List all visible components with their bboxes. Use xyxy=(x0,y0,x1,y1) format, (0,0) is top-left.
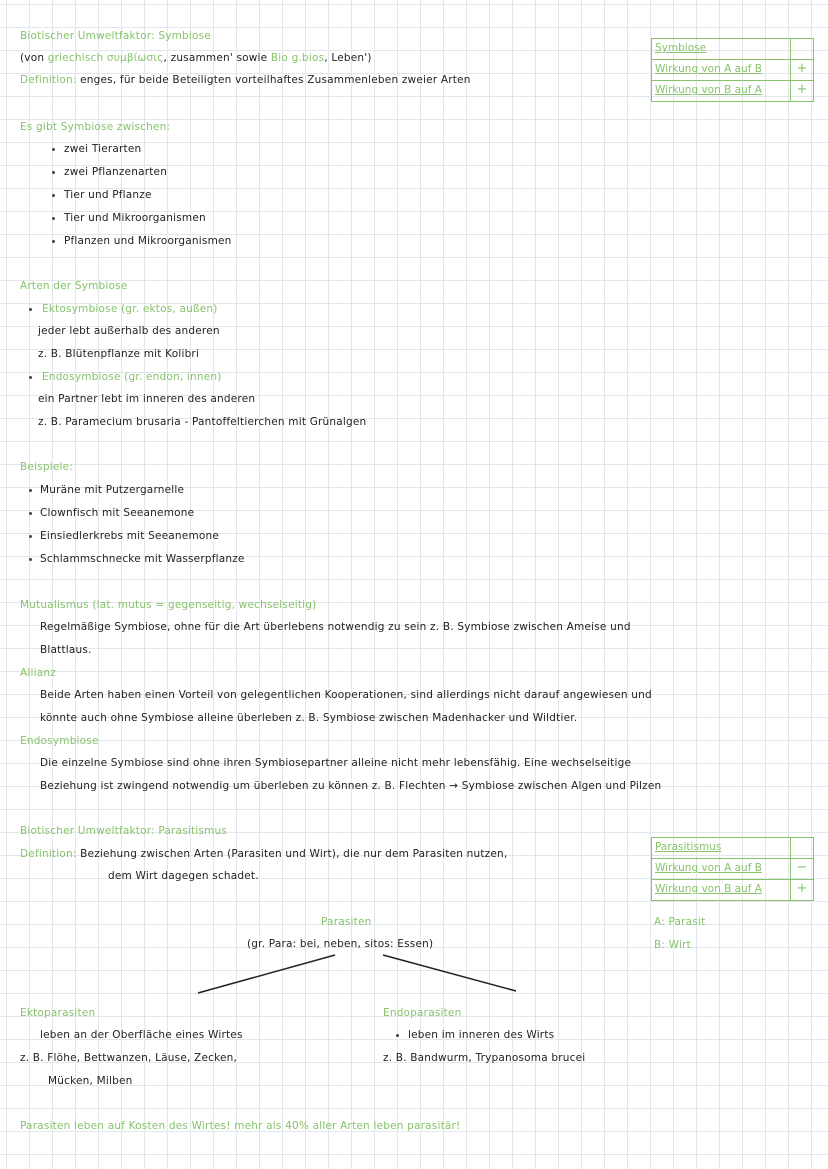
definition-label: Definition: xyxy=(20,74,77,86)
list-item: Clownfisch mit Seeanemone xyxy=(40,507,195,519)
allianz-line2: könnte auch ohne Symbiose alleine überleben z. B. Symbiose zwischen Madenhacker und Wildtier. xyxy=(40,712,578,724)
list-item: Tier und Pflanze xyxy=(64,189,152,201)
allianz-line1: Beide Arten haben einen Vorteil von gelegentlichen Kooperationen, sind allerdings nicht darauf angewiesen und xyxy=(40,689,652,701)
ekto-example: z. B. Blütenpflanze mit Kolibri xyxy=(38,348,200,360)
parasiten-center-sub: (gr. Para: bei, neben, sitos: Essen) xyxy=(247,938,434,950)
table-row-value: + xyxy=(790,880,813,900)
endosymbiose-line2: Beziehung ist zwingend notwendig um überleben zu können z. B. Flechten → Symbiose zwischen Algen und Pilzen xyxy=(40,780,662,792)
definition-label: Definition: xyxy=(20,848,77,860)
examples-heading: Beispiele: xyxy=(20,461,74,473)
parasiten-center-title: Parasiten xyxy=(321,916,372,928)
endosymbiose-line1: Die einzelne Symbiose sind ohne ihren Symbiosepartner alleine nicht mehr lebensfähig. Eine wechselseitige xyxy=(40,757,632,769)
list-item: Schlammschnecke mit Wasserpflanze xyxy=(40,553,245,565)
list-item: Pflanzen und Mikroorganismen xyxy=(64,235,232,247)
list-item: Muräne mit Putzergarnelle xyxy=(40,484,185,496)
endo-title: Endosymbiose (gr. endon, innen) xyxy=(42,371,222,383)
endo-parasiten-desc: leben im inneren des Wirts xyxy=(408,1029,555,1041)
table-row-label: Wirkung von A auf B xyxy=(655,63,762,75)
endo-desc: ein Partner lebt im inneren des anderen xyxy=(38,393,256,405)
ekto-parasiten-desc: leben an der Oberfläche eines Wirtes xyxy=(40,1029,243,1041)
table-row-value: + xyxy=(790,60,813,80)
branch-line-left xyxy=(198,955,335,993)
symbiose-title: Biotischer Umweltfaktor: Symbiose xyxy=(20,30,211,42)
list-item: zwei Pflanzenarten xyxy=(64,166,168,178)
ekto-title: Ektosymbiose (gr. ektos, außen) xyxy=(42,303,218,315)
between-heading: Es gibt Symbiose zwischen: xyxy=(20,121,171,133)
legend-a: A: Parasit xyxy=(654,916,706,928)
ekto-desc: jeder lebt außerhalb des anderen xyxy=(38,325,220,337)
origin-post: , Leben') xyxy=(324,52,372,64)
table-row-label: Wirkung von A auf B xyxy=(655,862,762,874)
origin-bio: Bio g.bios xyxy=(270,52,325,64)
table-row-label: Wirkung von B auf A xyxy=(655,883,762,895)
ekto-parasiten-heading: Ektoparasiten xyxy=(20,1007,96,1019)
endo-parasiten-heading: Endoparasiten xyxy=(383,1007,462,1019)
mutualismus-line1: Regelmäßige Symbiose, ohne für die Art überlebens notwendig zu sein z. B. Symbiose zwischen Ameise und xyxy=(40,621,631,633)
origin-pre: (von xyxy=(20,52,45,64)
mutualismus-line2: Blattlaus. xyxy=(40,644,92,656)
table-row-label: Wirkung von B auf A xyxy=(655,84,762,96)
table-row-value: + xyxy=(790,81,813,101)
endo-parasiten-example: z. B. Bandwurm, Trypanosoma brucei xyxy=(383,1052,586,1064)
ekto-parasiten-example1: z. B. Flöhe, Bettwanzen, Läuse, Zecken, xyxy=(20,1052,238,1064)
mutualismus-heading: Mutualismus (lat. mutus = gegenseitig, wechselseitig) xyxy=(20,599,317,611)
origin-greek: griechisch συμβίωσις xyxy=(47,52,164,64)
definition-line1: Beziehung zwischen Arten (Parasiten und Wirt), die nur dem Parasiten nutzen, xyxy=(80,848,508,860)
endo-example: z. B. Paramecium brusaria - Pantoffeltierchen mit Grünalgen xyxy=(38,416,367,428)
origin-mid: , zusammen' sowie xyxy=(163,52,268,64)
list-item: Einsiedlerkrebs mit Seeanemone xyxy=(40,530,220,542)
types-heading: Arten der Symbiose xyxy=(20,280,128,292)
allianz-heading: Allianz xyxy=(20,667,56,679)
table-row-value: − xyxy=(790,859,813,879)
parasitismus-title: Biotischer Umweltfaktor: Parasitismus xyxy=(20,825,228,837)
legend-b: B: Wirt xyxy=(654,939,691,951)
bullet xyxy=(396,1034,399,1037)
branch-line-right xyxy=(383,955,516,991)
table-row-label: Symbiose xyxy=(655,42,707,54)
list-item: zwei Tierarten xyxy=(64,143,142,155)
ekto-parasiten-example2: Mücken, Milben xyxy=(48,1075,133,1087)
footer-note: Parasiten leben auf Kosten des Wirtes! mehr als 40% aller Arten leben parasitär! xyxy=(20,1120,461,1132)
definition-text: enges, für beide Beteiligten vorteilhaftes Zusammenleben zweier Arten xyxy=(80,74,471,86)
list-item: Tier und Mikroorganismen xyxy=(64,212,206,224)
table-row-label: Parasitismus xyxy=(655,841,722,853)
definition-line2: dem Wirt dagegen schadet. xyxy=(108,870,259,882)
endosymbiose-heading: Endosymbiose xyxy=(20,735,99,747)
